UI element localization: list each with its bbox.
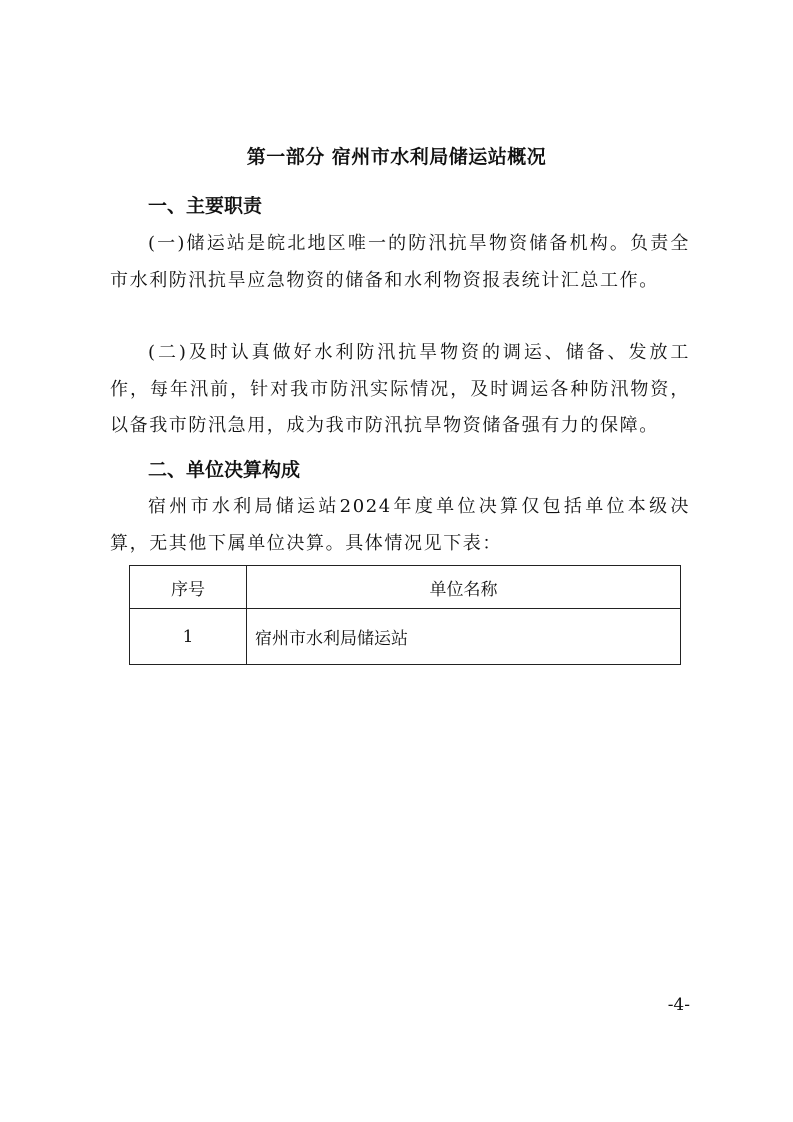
table-cell-unit-name: 宿州市水利局储运站 bbox=[247, 609, 681, 665]
unit-table bbox=[129, 565, 681, 665]
table-header-unit-name: 单位名称 bbox=[247, 566, 681, 609]
table-cell-number: 1 bbox=[130, 609, 247, 665]
section-heading-duties: 一、主要职责 bbox=[148, 195, 263, 217]
paragraph-composition: 宿州市水利局储运站2024年度单位决算仅包括单位本级决算，无其他下属单位决算。具体情况见下表： bbox=[110, 496, 690, 554]
table-header-row bbox=[130, 566, 681, 609]
page-number: -4- bbox=[667, 995, 690, 1015]
page-title: 第一部分 宿州市水利局储运站概况 bbox=[246, 146, 547, 168]
paragraph-duty-1: (一)储运站是皖北地区唯一的防汛抗旱物资储备机构。负责全市水利防汛抗旱应急物资的储备和水利物资报表统计汇总工作。 bbox=[110, 233, 690, 291]
table-row bbox=[130, 609, 681, 665]
section-heading-composition: 二、单位决算构成 bbox=[148, 459, 301, 481]
table-header-number: 序号 bbox=[130, 566, 247, 609]
paragraph-duty-2: (二)及时认真做好水利防汛抗旱物资的调运、储备、发放工作，每年汛前，针对我市防汛实际情况，及时调运各种防汛物资，以备我市防汛急用，成为我市防汛抗旱物资储备强有力的保障。 bbox=[110, 342, 690, 436]
